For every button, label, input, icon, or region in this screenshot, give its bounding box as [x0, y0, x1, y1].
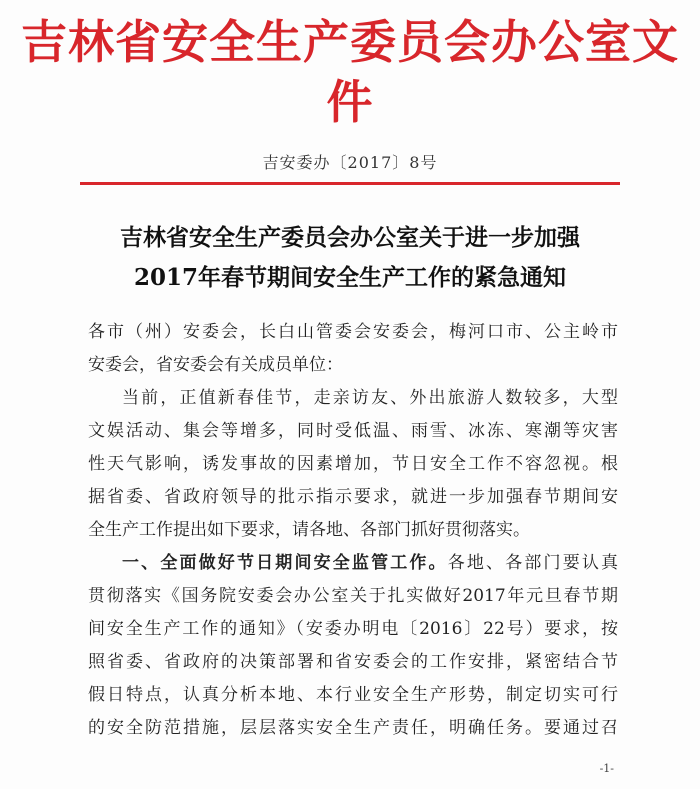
section-line: 假日特点，认真分析本地、本行业安全生产形势，制定切实可行 — [88, 685, 618, 705]
header-title: 吉林省安全生产委员会办公室文件 — [21, 15, 679, 129]
section-text: 各地、各部门要认真 — [447, 553, 619, 573]
section-line: 照省委、省政府的决策部署和省安委会的工作安排，紧密结合节 — [88, 652, 618, 672]
salutation-line: 安委会，省安委会有关成员单位： — [88, 355, 343, 375]
salutation-line: 各市（州）安委会，长白山管委会安委会，梅河口市、公主岭市 — [88, 322, 618, 342]
notice-title-line: 吉林省安全生产委员会办公室关于进一步加强 — [120, 224, 580, 251]
notice-title — [70, 218, 630, 298]
red-divider — [80, 182, 620, 185]
paragraph-line: 据省委、省政府领导的批示指示要求，就进一步加强春节期间安 — [88, 487, 618, 507]
page-number: -1- — [599, 762, 614, 775]
document-body — [88, 316, 618, 745]
section-line: 的安全防范措施，层层落实安全生产责任，明确任务。要通过召 — [88, 718, 618, 738]
section-line: 间安全生产工作的通知》（安委办明电〔2016〕22号）要求，按 — [88, 619, 618, 639]
section-line: 贯彻落实《国务院安委会办公室关于扎实做好2017年元旦春节期 — [88, 586, 618, 606]
section-first-line — [88, 547, 618, 580]
paragraph-line: 全生产工作提出如下要求，请各地、各部门抓好贯彻落实。 — [88, 520, 530, 540]
notice-title-line: 2017年春节期间安全生产工作的紧急通知 — [133, 264, 566, 291]
section-heading: 一、全面做好节日期间安全监管工作。 — [122, 553, 448, 573]
document-number: 吉安委办〔2017〕8号 — [262, 153, 438, 172]
paragraph-line: 文娱活动、集会等增多，同时受低温、雨雪、冰冻、寒潮等灾害 — [88, 421, 618, 441]
paragraph-line: 当前，正值新春佳节，走亲访友、外出旅游人数较多，大型 — [122, 388, 618, 408]
paragraph-line: 性天气影响，诱发事故的因素增加，节日安全工作不容忽视。根 — [88, 454, 618, 474]
